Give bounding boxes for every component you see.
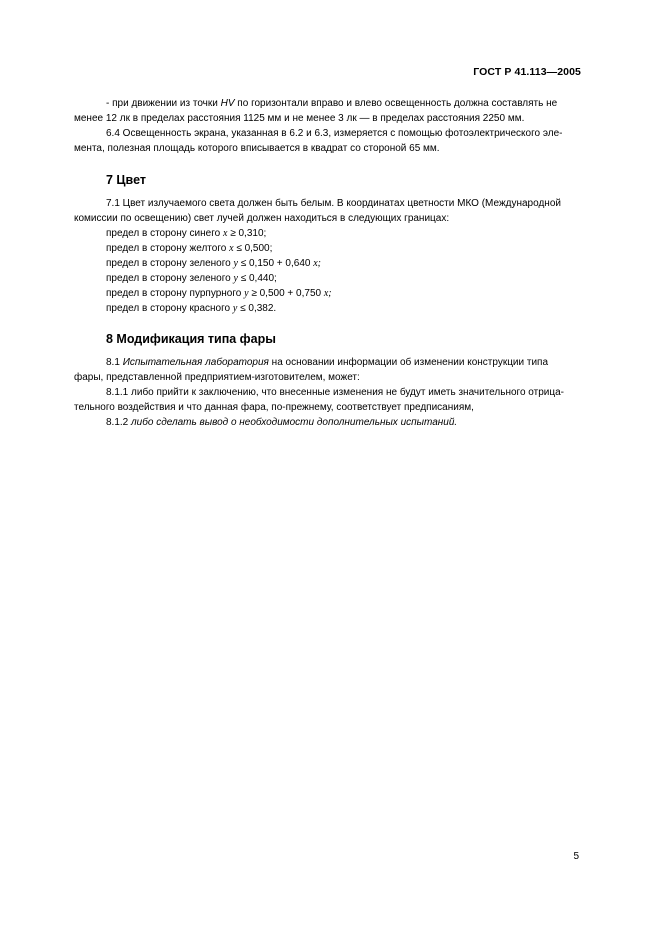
para-8-1-line-1: 8.1 Испытательная лаборатория на основании информации об изменении конструкции типа xyxy=(106,357,549,368)
para-7-1-line-1: 7.1 Цвет излучаемого света должен быть белым. В координатах цветности МКО (Международной xyxy=(106,198,561,209)
limit-green-2: предел в сторону зеленого y ≤ 0,440; xyxy=(106,273,277,284)
limit-purple: предел в сторону пурпурного y ≥ 0,500 + 0,750 x; xyxy=(106,288,332,299)
intro-line-1 xyxy=(106,96,581,111)
para-8-1-line-2: фары, представленной предприятием-изготовителем, может: xyxy=(74,372,360,383)
page-number: 5 xyxy=(573,851,579,862)
section-7-heading: 7 Цвет xyxy=(106,173,146,187)
page-content xyxy=(74,96,581,430)
limit-red: предел в сторону красного y ≤ 0,382. xyxy=(106,303,277,314)
limit-blue: предел в сторону синего x ≥ 0,310; xyxy=(106,228,267,239)
intro-text-1b: по горизонтали вправо и влево освещенность должна составлять не xyxy=(234,98,558,109)
para-8-1-1-line-2: тельного воздействия и что данная фара, по-прежнему, соответствует предписаниям, xyxy=(74,402,474,413)
intro-text-1: - при движении из точки xyxy=(106,98,221,109)
hv-point-label: HV xyxy=(220,98,235,109)
section-8-heading: 8 Модификация типа фары xyxy=(106,332,276,346)
para-7-1-line-2: комиссии по освещению) свет лучей должен находиться в следующих границах: xyxy=(74,213,450,224)
para-8-1-2: 8.1.2 либо сделать вывод о необходимости дополнительных испытаний. xyxy=(106,417,458,428)
limit-yellow: предел в сторону желтого x ≤ 0,500; xyxy=(106,243,273,254)
limit-green-1: предел в сторону зеленого y ≤ 0,150 + 0,640 x; xyxy=(106,258,322,269)
para-6-4-line-1: 6.4 Освещенность экрана, указанная в 6.2 и 6.3, измеряется с помощью фотоэлектрического эле- xyxy=(106,128,563,139)
document-code-header: ГОСТ Р 41.113—2005 xyxy=(473,66,581,78)
para-6-4-line-2: мента, полезная площадь которого вписывается в квадрат со стороной 65 мм. xyxy=(74,143,440,154)
testing-lab-term: Испытательная лаборатория xyxy=(122,357,269,368)
para-8-1-1-line-1: 8.1.1 либо прийти к заключению, что внесенные изменения не будут иметь значительного отрица- xyxy=(106,387,564,398)
intro-line-2: менее 12 лк в пределах расстояния 1125 мм и не менее 3 лк — в пределах расстояния 2250 мм. xyxy=(74,113,525,124)
